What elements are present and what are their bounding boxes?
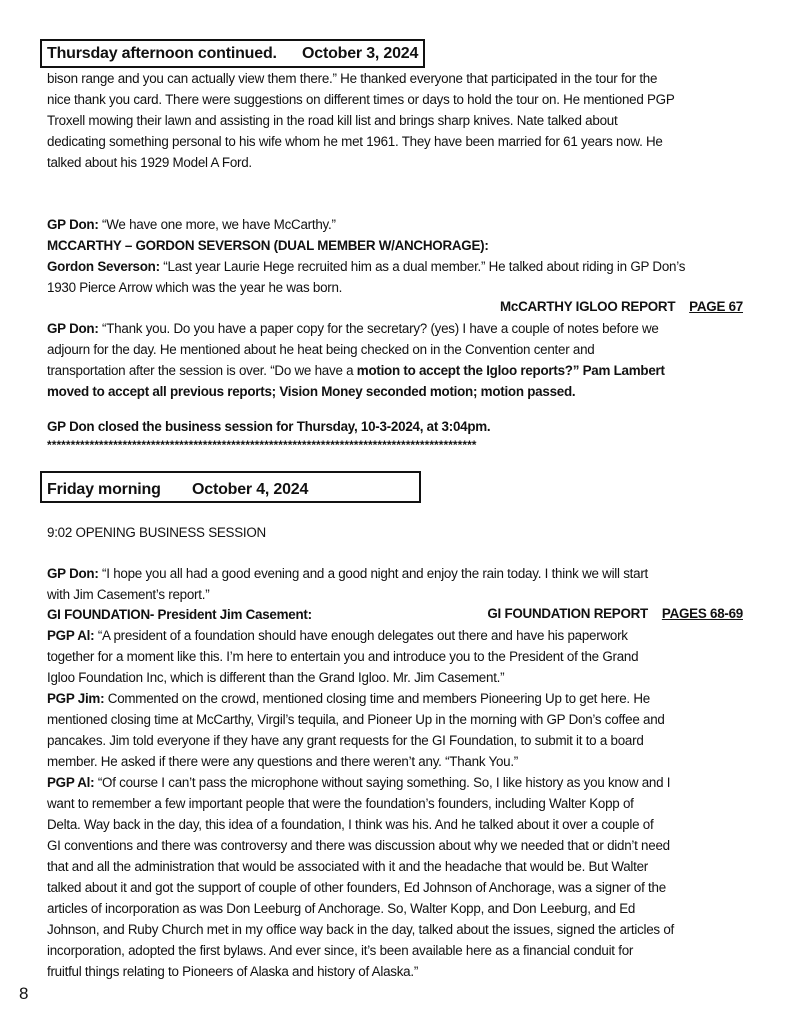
speaker-label: GP Don: [47,566,99,581]
speaker-label: PGP Al: [47,775,95,790]
speech-text: “Thank you. Do you have a paper copy for the secretary? (yes) I have a couple of notes before we [98,321,659,336]
report-page: PAGE 67 [689,299,743,314]
text-line: member. He asked if there were any questions and there weren’t any. “Thank You.” [47,754,519,769]
report-page: PAGES 68-69 [661,606,743,621]
text-line: 1930 Pierce Arrow which was the year he was born. [47,280,343,295]
igloo-heading: MCCARTHY – GORDON SEVERSON (DUAL MEMBER W/ANCHORAGE): [47,238,489,253]
motion-text: motion to accept the Igloo reports?” Pam Lambert [356,363,665,378]
text-line [47,690,650,708]
text-line: want to remember a few important people that were the foundation’s founders, including Walter Kopp of [47,796,634,811]
text-line: Johnson, and Ruby Church met in my office way back in the day, talked about the issues, signed the articles of [47,922,675,937]
text-line [47,258,685,276]
speech-text: “I hope you all had a good evening and a good night and enjoy the rain today. I think we will start [98,566,649,581]
text-line [47,774,670,792]
text-line: that and all the administration that would be associated with it and the headache that would be. But Walter [47,859,649,874]
text-line: articles of incorporation as was Don Leeburg of Anchorage. So, Walter Kopp, and Don Leeburg, and Ed [47,901,636,916]
text-line [47,627,628,645]
report-reference [500,299,743,314]
text-line: dedicating something personal to his wife whom he met 1961. They have been married for 61 years now. He [47,134,663,149]
section-header-friday-day: Friday morning [47,481,161,498]
speech-text: Commented on the crowd, mentioned closing time and members Pioneering Up to get here. He [104,691,650,706]
opening-session-heading: 9:02 OPENING BUSINESS SESSION [47,525,266,540]
text-line: Igloo Foundation Inc, which is different than the Grand Igloo. Mr. Jim Casement.” [47,670,505,685]
section-header-thursday-day: Thursday afternoon continued. [47,45,277,62]
foundation-heading: GI FOUNDATION- President Jim Casement: [47,607,312,622]
text-line: talked about it and got the support of couple of other founders, Ed Johnson of Anchorage, was a signer of the [47,880,666,895]
speaker-label: GP Don: [47,321,99,336]
divider-stars: ******************************************************************************************* [47,438,477,452]
speaker-label: GP Don: [47,217,99,232]
text-line: adjourn for the day. He mentioned about he heat being checked on in the Convention center and [47,342,595,357]
text-line: bison range and you can actually view them there.” He thanked everyone that participated in the tour for the [47,71,658,86]
speaker-label: Gordon Severson: [47,259,160,274]
speaker-label: PGP Jim: [47,691,105,706]
text-line: with Jim Casement’s report.” [47,587,210,602]
text-line: incorporation, adopted the first bylaws. And ever since, it’s been available here as a financial conduit for [47,943,634,958]
section-header-thursday-date: October 3, 2024 [302,45,419,62]
speech-text: “We have one more, we have McCarthy.” [98,217,336,232]
text-line: GI conventions and there was controversy and there was discussion about why we needed that or didn’t need [47,838,670,853]
text-line: pancakes. Jim told everyone if they have any grant requests for the GI Foundation, to submit it to a board [47,733,644,748]
text-line [47,565,648,583]
report-label: GI FOUNDATION REPORT [487,606,648,621]
speech-text: “Last year Laurie Hege recruited him as a dual member.” He talked about riding in GP Don’s [159,259,686,274]
text-line: talked about his 1929 Model A Ford. [47,155,252,170]
speaker-label: PGP Al: [47,628,95,643]
speech-text: “A president of a foundation should have enough delegates out there and have his paperwork [94,628,628,643]
text-line [47,362,665,380]
report-reference [487,606,743,621]
text-line: mentioned closing time at McCarthy, Virgil’s tequila, and Pioneer Up in the morning with GP Don’s coffee and [47,712,665,727]
session-closed-text: GP Don closed the business session for Thursday, 10-3-2024, at 3:04pm. [47,419,491,434]
report-label: McCARTHY IGLOO REPORT [499,299,676,314]
page-number: 8 [19,984,29,1003]
section-header-friday-date: October 4, 2024 [192,481,309,498]
text-line: together for a moment like this. I’m here to entertain you and introduce you to the President of the Grand [47,649,639,664]
speech-text: “Of course I can’t pass the microphone without saying something. So, I like history as you know and I [94,775,671,790]
speech-text: transportation after the session is over. “Do we have a [47,363,357,378]
text-line [47,216,336,234]
text-line: Troxell mowing their lawn and assisting in the road kill list and brings sharp knives. Nate talked about [47,113,618,128]
text-line: nice thank you card. There were suggestions on different times or days to hold the tour on. He mentioned PGP [47,92,675,107]
motion-text: moved to accept all previous reports; Vision Money seconded motion; motion passed. [47,384,576,399]
text-line: fruitful things relating to Pioneers of Alaska and history of Alaska.” [47,964,419,979]
text-line [47,320,659,338]
text-line: Delta. Way back in the day, this idea of a foundation, I think was his. And he talked about it over a couple of [47,817,654,832]
